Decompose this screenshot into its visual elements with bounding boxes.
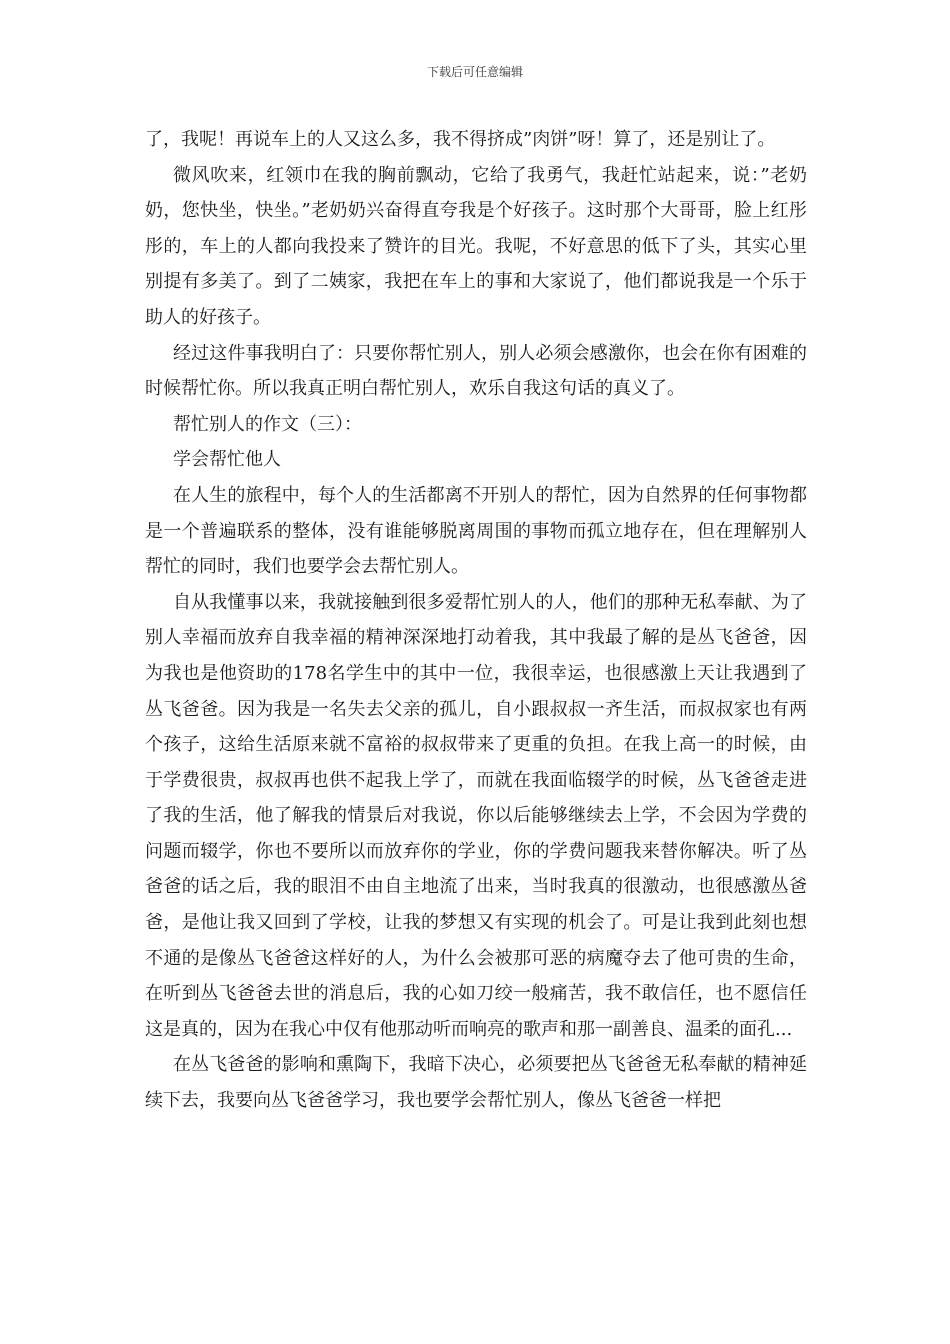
document-body <box>145 122 807 1119</box>
paragraph: 了，我呢！再说车上的人又这么多，我不得挤成”肉饼”呀！算了，还是别让了。 <box>145 129 776 150</box>
essay-title: 学会帮忙他人 <box>173 449 281 471</box>
paragraph: 经过这件事我明白了：只要你帮忙别人，别人必须会感激你，也会在你有困难的时候帮忙你。所以我真正明白帮忙别人，欢乐自我这句话的真义了。 <box>145 342 807 400</box>
paragraph: 在人生的旅程中，每个人的生活都离不开别人的帮忙，因为自然界的任何事物都是一个普遍联系的整体，没有谁能够脱离周围的事物而孤立地存在，但在理解别人帮忙的同时，我们也要学会去帮忙别人。 <box>145 484 807 578</box>
paragraph: 微风吹来，红领巾在我的胸前飘动，它给了我勇气，我赶忙站起来，说：”老奶奶，您快坐，快坐。”老奶奶兴奋得直夸我是个好孩子。这时那个大哥哥，脸上红彤彤的，车上的人都向我投来了赞许的目光。我呢，不好意思的低下了头，其实心里别提有多美了。到了二姨家，我把在车上的事和大家说了，他们都说我是一个乐于助人的好孩子。 <box>145 164 807 328</box>
section-heading: 帮忙别人的作文（三）： <box>173 413 362 435</box>
paragraph: 在丛飞爸爸的影响和熏陶下，我暗下决心，必须要把丛飞爸爸无私奉献的精神延续下去，我要向丛飞爸爸学习，我也要学会帮忙别人，像丛飞爸爸一样把 <box>145 1054 807 1112</box>
paragraph: 自从我懂事以来，我就接触到很多爱帮忙别人的人，他们的那种无私奉献、为了别人幸福而放弃自我幸福的精神深深地打动着我，其中我最了解的是丛飞爸爸，因为我也是他资助的178名学生中的其中一位，我很幸运，也很感激上天让我遇到了丛飞爸爸。因为我是一名失去父亲的孤儿，自小跟叔叔一齐生活，而叔叔家也有两个孩子，这给生活原来就不富裕的叔叔带来了更重的负担。在我上高一的时候，由于学费很贵，叔叔再也供不起我上学了，而就在我面临辍学的时候，丛飞爸爸走进了我的生活，他了解我的情景后对我说，你以后能够继续去上学，不会因为学费的问题而辍学，你也不要所以而放弃你的学业，你的学费问题我来替你解决。听了丛爸爸的话之后，我的眼泪不由自主地流了出来，当时我真的很激动，也很感激丛爸爸，是他让我又回到了学校，让我的梦想又有实现的机会了。可是让我到此刻也想不通的是像丛飞爸爸这样好的人，为什么会被那可恶的病魔夺去了他可贵的生命，在听到丛飞爸爸去世的消息后，我的心如刀绞一般痛苦，我不敢信任，也不愿信任这是真的，因为在我心中仅有他那动听而响亮的歌声和那一副善良、温柔的面孔... <box>145 591 807 1040</box>
page-header: 下载后可任意编辑 <box>426 65 523 79</box>
